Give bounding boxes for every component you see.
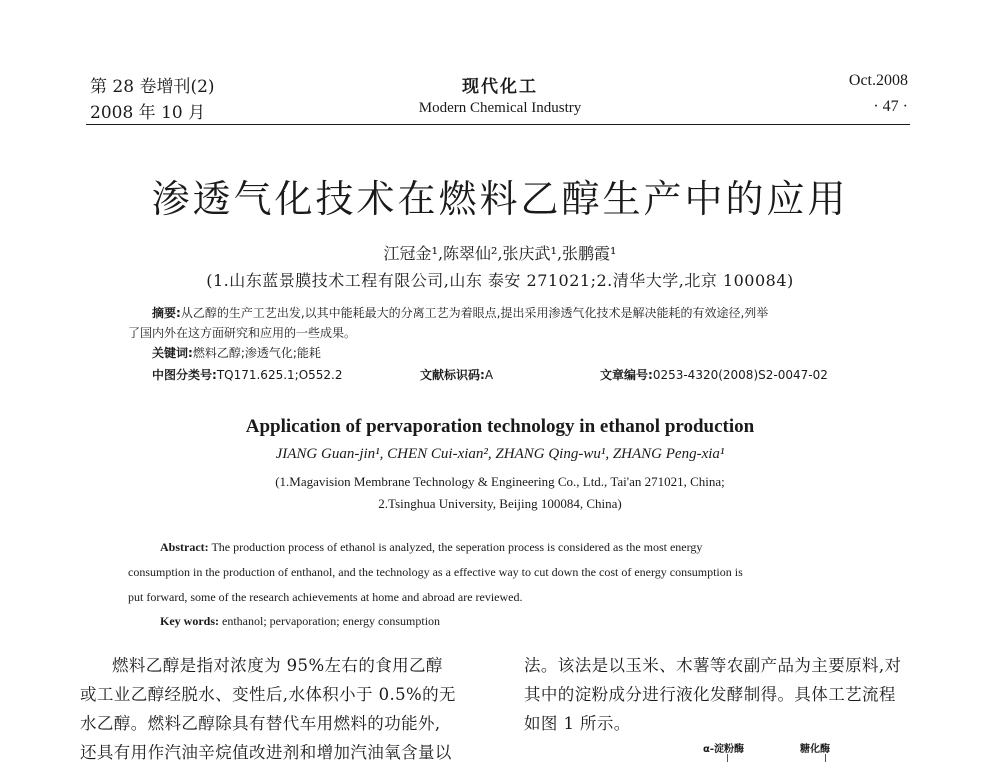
figure-label-saccharifying-enzyme: 糖化酶 — [800, 744, 830, 755]
article-number — [600, 366, 828, 383]
page-number: · 47 · — [873, 98, 908, 115]
body-right-line3: 如图 1 所示。 — [524, 714, 631, 733]
paper-title: 渗透气化技术在燃料乙醇生产中的应用 — [151, 177, 849, 221]
body-left-line4: 还具有用作汽油辛烷值改进剂和增加汽油氧含量以 — [80, 743, 452, 762]
english-abstract-text1: The production process of ethanol is analyzed, the seperation process is considered as the most energy — [211, 540, 703, 554]
art-value: 0253-4320(2008)S2-0047-02 — [652, 368, 828, 382]
english-affiliation-2: 2.Tsinghua University, Beijing 100084, China) — [378, 496, 622, 511]
english-keywords-text: enthanol; pervaporation; energy consumption — [222, 614, 441, 628]
english-authors: JIANG Guan-jin¹, CHEN Cui-xian², ZHANG Qing-wu¹, ZHANG Peng-xia¹ — [275, 446, 725, 462]
abstract-cn-label: 摘要: — [152, 306, 181, 320]
clc-value: TQ171.625.1;O552.2 — [216, 368, 343, 382]
abstract-cn-line2: 了国内外在这方面研究和应用的一些成果。 — [128, 326, 357, 340]
english-abstract-label: Abstract: — [160, 540, 209, 554]
header-rule — [86, 124, 910, 125]
figure-connector — [825, 754, 826, 762]
english-abstract-line3: put forward, some of the research achievements at home and abroad are reviewed. — [128, 590, 523, 604]
english-keywords-label: Key words: — [160, 614, 219, 628]
english-affiliation-1: (1.Magavision Membrane Technology & Engineering Co., Ltd., Tai'an 271021, China; — [275, 474, 725, 489]
english-abstract-line1 — [160, 540, 702, 555]
english-abstract-line2: consumption in the production of enthanol, and the technology as a effective way to cut down the cost of energy consumption is — [128, 565, 743, 579]
journal-name-en: Modern Chemical Industry — [418, 100, 582, 116]
document-code — [420, 366, 493, 383]
keywords-cn — [152, 344, 321, 361]
body-left-line1: 燃料乙醇是指对浓度为 95%左右的食用乙醇 — [112, 656, 443, 675]
issue-date-en: Oct.2008 — [848, 72, 908, 89]
doc-value: A — [484, 368, 494, 382]
journal-name-cn: 现代化工 — [462, 77, 538, 97]
english-title: Application of pervaporation technology in ethanol production — [245, 416, 755, 437]
figure-connector — [727, 754, 728, 762]
authors-cn: 江冠金¹,陈翠仙²,张庆武¹,张鹏霞¹ — [383, 244, 617, 263]
english-keywords — [160, 614, 440, 629]
clc-label: 中图分类号: — [152, 368, 217, 382]
affiliation-cn: (1.山东蓝景膜技术工程有限公司,山东 泰安 271021;2.清华大学,北京 100084) — [206, 271, 794, 290]
keywords-cn-text: 燃料乙醇;渗透气化;能耗 — [192, 346, 321, 360]
body-right-line2: 其中的淀粉成分进行液化发酵制得。具体工艺流程 — [524, 685, 896, 704]
abstract-cn-line1 — [152, 304, 768, 321]
issue-date-cn: 2008 年 10 月 — [90, 103, 206, 123]
body-left-line2: 或工业乙醇经脱水、变性后,水体积小于 0.5%的无 — [80, 685, 456, 704]
figure-label-amylase: α-淀粉酶 — [703, 744, 745, 755]
doc-label: 文献标识码: — [420, 368, 485, 382]
keywords-cn-label: 关键词: — [152, 346, 193, 360]
art-label: 文章编号: — [600, 368, 653, 382]
abstract-cn-text1: 从乙醇的生产工艺出发,以其中能耗最大的分离工艺为着眼点,提出采用渗透气化技术是解决能耗的有效途径,列举 — [180, 306, 769, 320]
clc-number — [152, 366, 343, 383]
body-left-line3: 水乙醇。燃料乙醇除具有替代车用燃料的功能外, — [80, 714, 441, 733]
volume-label: 第 28 卷增刊(2) — [90, 77, 215, 97]
body-right-line1: 法。该法是以玉米、木薯等农副产品为主要原料,对 — [524, 656, 902, 675]
